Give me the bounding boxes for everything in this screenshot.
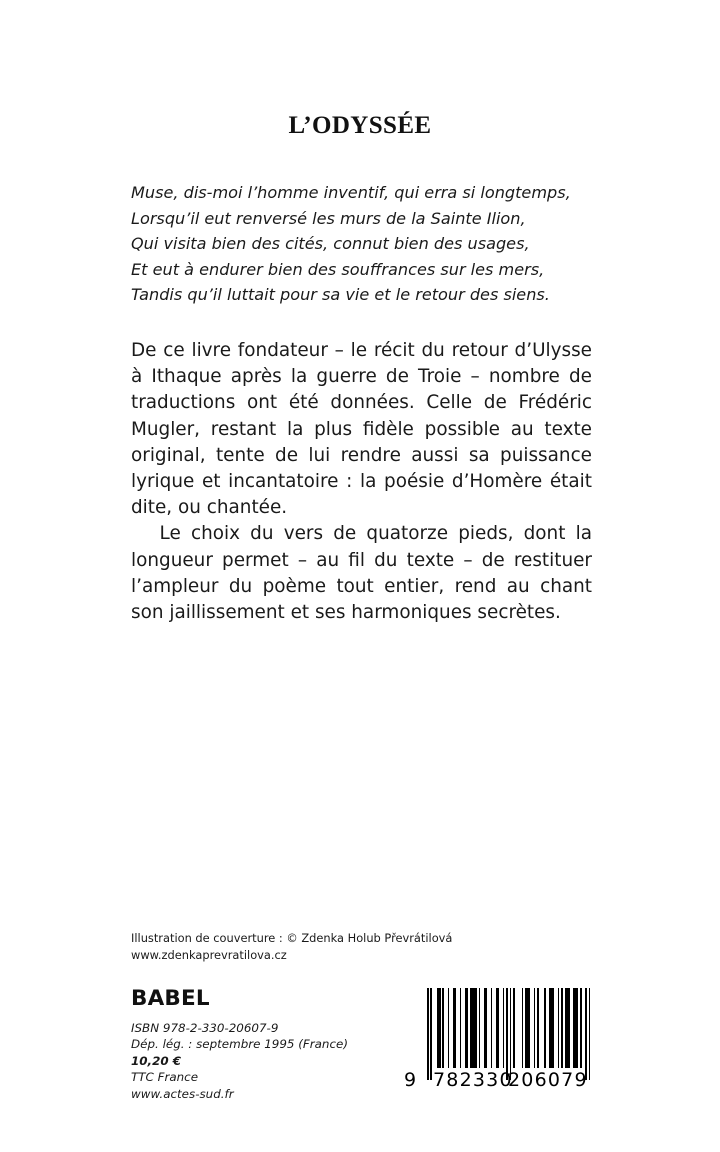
publisher-website[interactable]: www.actes-sud.fr [131, 1086, 234, 1101]
verse-line: Muse, dis-moi l’homme inventif, qui erra si longtemps, [131, 183, 571, 202]
blurb-paragraph: Le choix du vers de quatorze pieds, dont la longueur permet – au fil du texte – de restituer l’ampleur du poème tout entier, rend au chant son jaillissement et ses harmoniques secrètes. [131, 523, 592, 624]
barcode-bars [427, 988, 590, 1068]
illustrator-website[interactable]: www.zdenkaprevratilova.cz [131, 947, 287, 962]
blurb-text [131, 338, 592, 626]
price-suffix: TTC France [131, 1070, 199, 1085]
verse-line: Qui visita bien des cités, connut bien des usages, [131, 234, 530, 254]
price-value: 10,20 € [131, 1053, 182, 1068]
verse-line: Tandis qu’il luttait pour sa vie et le retour des siens. [131, 285, 550, 305]
legal-deposit: Dép. lég. : septembre 1995 (France) [131, 1037, 348, 1052]
barcode-bar [589, 988, 591, 1080]
imprint-block [131, 988, 411, 1103]
verse-epigraph [131, 180, 596, 308]
illustration-credit: Illustration de couverture : © Zdenka Holub Převrátilová [131, 931, 453, 945]
verse-line: Et eut à endurer bien des souffrances sur les mers, [131, 259, 545, 279]
publication-details [131, 1020, 411, 1103]
verse-line: Lorsqu’il eut renversé les murs de la Sainte Ilion, [131, 208, 526, 228]
price [131, 1053, 411, 1086]
isbn: ISBN 978-2-330-20607-9 [131, 1020, 279, 1035]
barcode-left-group: 782330 [433, 1069, 513, 1091]
blurb-paragraph: De ce livre fondateur – le récit du retour d’Ulysse à Ithaque après la guerre de Troie – nombre de traductions ont été données. Celle de Frédéric Mugler, restant la plus fidèle possible au texte original, tente de lui rendre aussi sa puissance lyrique et incantatoire : la poésie d’Homère était dite, ou chantée. [131, 340, 592, 519]
barcode-right-group: 206079 [508, 1069, 588, 1091]
imprint-name: BABEL [131, 986, 210, 1011]
book-title: L’ODYSSÉE [288, 112, 432, 139]
cover-credits [131, 930, 551, 963]
barcode-digits [404, 1068, 594, 1092]
barcode-lead-digit: 9 [404, 1069, 418, 1091]
ean13-barcode [404, 988, 594, 1096]
